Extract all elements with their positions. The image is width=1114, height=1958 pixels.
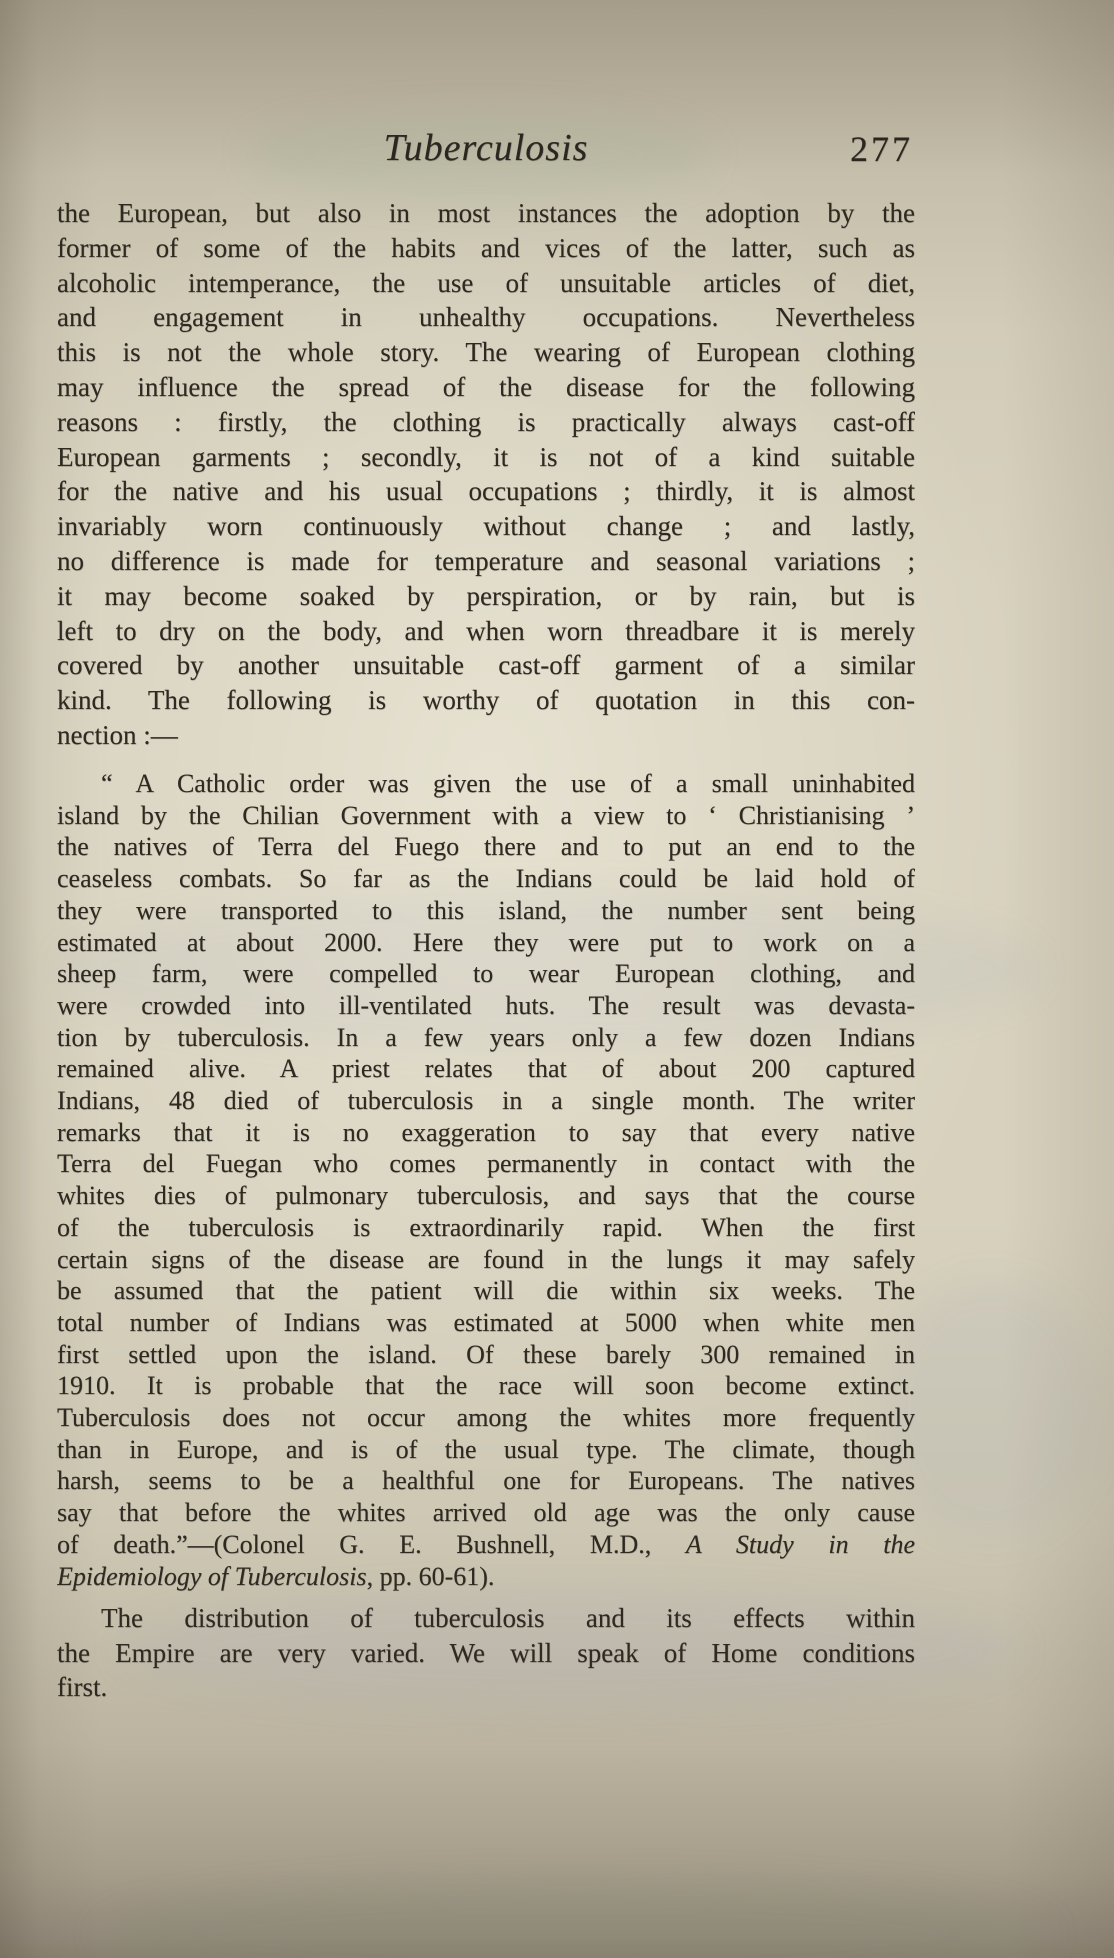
text-line: this is not the whole story. The wearing of European clothing [57, 337, 915, 368]
text-line: invariably worn continuously without change ; and lastly, [57, 511, 915, 542]
text-line: Terra del Fuegan who comes permanently in contact with the [57, 1149, 915, 1179]
text-line: and engagement in unhealthy occupations. Nevertheless [57, 302, 915, 333]
text-line: remarks that it is no exaggeration to say that every native [57, 1117, 915, 1147]
closing-paragraph [57, 1601, 915, 1705]
text-line: 1910. It is probable that the race will soon become extinct. [57, 1371, 915, 1401]
page-header [57, 126, 915, 180]
text-line: former of some of the habits and vices of the latter, such as [57, 232, 915, 263]
text-line: the Empire are very varied. We will speak of Home conditions [57, 1637, 915, 1668]
text-line: sheep farm, were compelled to wear European clothing, and [57, 959, 915, 989]
text-line: nection :— [57, 719, 178, 750]
text-line: alcoholic intemperance, the use of unsuitable articles of diet, [57, 267, 915, 298]
text-line: The distribution of tuberculosis and its effects within [101, 1603, 915, 1633]
italic-citation: A Study in the [685, 1529, 915, 1559]
text-line [57, 1561, 915, 1593]
text-line: “ A Catholic order was given the use of a small uninhabited [101, 769, 915, 798]
text-line: were crowded into ill-ventilated huts. The result was devasta- [57, 990, 915, 1020]
text-line: for the native and his usual occupations ; thirdly, it is almost [57, 476, 915, 507]
text-line [57, 1529, 915, 1561]
italic-citation: Epidemiology of Tuberculosis [57, 1561, 367, 1591]
text-line: no difference is made for temperature and seasonal variations ; [57, 545, 915, 576]
text-line: may influence the spread of the disease for the following [57, 371, 915, 402]
text-line: the European, but also in most instances the adoption by the [57, 198, 915, 228]
text-segment: , pp. 60-61). [366, 1561, 495, 1591]
text-line: reasons : firstly, the clothing is practically always cast-off [57, 406, 915, 437]
text-line: European garments ; secondly, it is not of a kind suitable [57, 441, 915, 472]
text-line: first settled upon the island. Of these barely 300 remained in [57, 1339, 915, 1369]
text-line: whites dies of pulmonary tuberculosis, and says that the course [57, 1181, 915, 1211]
page-number: 277 [850, 129, 913, 169]
text-line: say that before the whites arrived old age was the only cause [57, 1498, 915, 1528]
text-line: Indians, 48 died of tuberculosis in a single month. The writer [57, 1086, 915, 1116]
block-quotation [57, 768, 915, 1592]
text-line: estimated at about 2000. Here they were put to work on a [57, 927, 915, 957]
text-line: island by the Chilian Government with a view to ‘ Christianising ’ [57, 800, 915, 830]
text-line: harsh, seems to be a healthful one for Europeans. The natives [57, 1466, 915, 1496]
text-line: covered by another unsuitable cast-off garment of a similar [57, 650, 915, 681]
text-line: it may become soaked by perspiration, or by rain, but is [57, 580, 915, 611]
text-line: first. [57, 1672, 108, 1703]
text-line: kind. The following is worthy of quotation in this con- [57, 685, 915, 716]
text-line: tion by tuberculosis. In a few years only a few dozen Indians [57, 1022, 915, 1052]
paper-stain [100, 1880, 1050, 1958]
text-line: ceaseless combats. So far as the Indians could be laid hold of [57, 864, 915, 894]
running-title: Tuberculosis [383, 127, 589, 169]
text-line: total number of Indians was estimated at 5000 when white men [57, 1307, 915, 1337]
text-line: certain signs of the disease are found in the lungs it may safely [57, 1244, 915, 1274]
text-line: Tuberculosis does not occur among the whites more frequently [57, 1403, 915, 1433]
text-line: the natives of Terra del Fuego there and to put an end to the [57, 832, 915, 862]
text-line: they were transported to this island, the number sent being [57, 895, 915, 925]
text-segment: of death.”—(Colonel G. E. Bushnell, M.D., [57, 1529, 686, 1559]
text-line: be assumed that the patient will die within six weeks. The [57, 1276, 915, 1306]
body-paragraph-continuation [57, 196, 915, 753]
text-line: of the tuberculosis is extraordinarily rapid. When the first [57, 1212, 915, 1242]
text-line: remained alive. A priest relates that of about 200 captured [57, 1054, 915, 1084]
text-line: left to dry on the body, and when worn threadbare it is merely [57, 615, 915, 646]
text-line: than in Europe, and is of the usual type. The climate, though [57, 1434, 915, 1464]
